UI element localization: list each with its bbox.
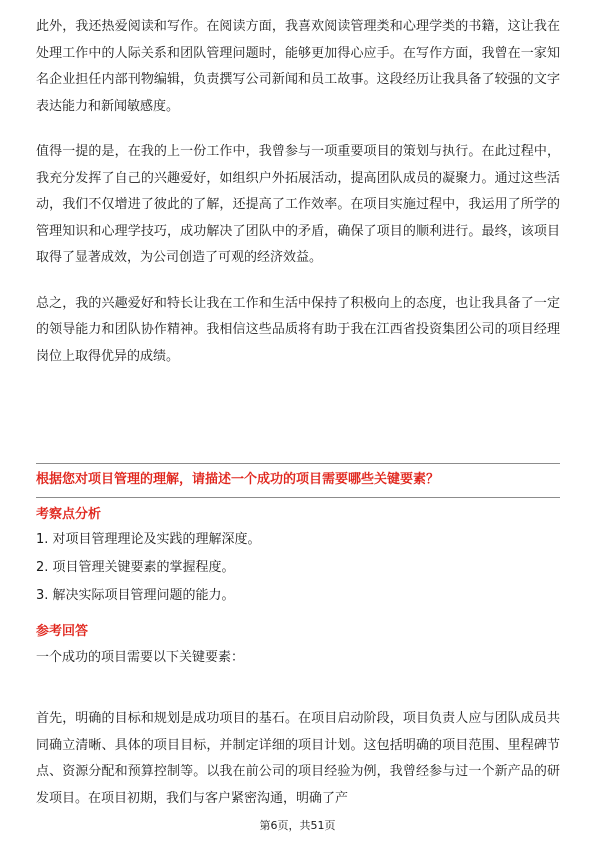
analysis-item: 2. 项目管理关键要素的掌握程度。	[36, 560, 235, 575]
reference-answer	[36, 706, 560, 812]
divider-top	[36, 463, 560, 464]
answer-paragraph: 首先，明确的目标和规划是成功项目的基石。在项目启动阶段，项目负责人应与团队成员共同确立清晰、具体的项目目标，并制定详细的项目计划。这包括明确的项目范围、里程碑节点、资源分配和预算控制等。以我在前公司的项目经验为例，我曾经参与过一个新产品的研发项目。在项目初期，我们与客户紧密沟通，明确了产	[36, 711, 560, 806]
reference-title: 参考回答	[36, 624, 89, 639]
paragraph-hobbies: 此外，我还热爱阅读和写作。在阅读方面，我喜欢阅读管理类和心理学类的书籍，这让我在处理工作中的人际关系和团队管理问题时，能够更加得心应手。在写作方面，我曾在一家知名企业担任内部刊物编辑，负责撰写公司新闻和员工故事。这段经历让我具备了较强的文字表达能力和新闻敏感度。	[36, 19, 560, 114]
analysis-title: 考察点分析	[36, 507, 102, 522]
reference-intro: 一个成功的项目需要以下关键要素：	[36, 650, 245, 665]
paragraph-project-experience: 值得一提的是，在我的上一份工作中，我曾参与一项重要项目的策划与执行。在此过程中，我充分发挥了自己的兴趣爱好，如组织户外拓展活动，提高团队成员的凝聚力。通过这些活动，我们不仅增进了彼此的了解，还提高了工作效率。在项目实施过程中，我运用了所学的管理知识和心理学技巧，成功解决了团队中的矛盾，确保了项目的顺利进行。最终，该项目取得了显著成效，为公司创造了可观的经济效益。	[36, 144, 560, 265]
paragraph-conclusion: 总之，我的兴趣爱好和特长让我在工作和生活中保持了积极向上的态度，也让我具备了一定的领导能力和团队协作精神。我相信这些品质将有助于我在江西省投资集团公司的项目经理岗位上取得优异的成绩。	[36, 295, 560, 364]
analysis-item: 3. 解决实际项目管理问题的能力。	[36, 588, 235, 603]
analysis-item: 1. 对项目管理理论及实践的理解深度。	[36, 532, 261, 547]
intro-section	[36, 14, 560, 370]
page-footer: 第6页，共51页	[259, 819, 336, 832]
question-heading: 根据您对项目管理的理解，请描述一个成功的项目需要哪些关键要素？	[36, 472, 440, 487]
divider-bottom	[36, 497, 560, 498]
